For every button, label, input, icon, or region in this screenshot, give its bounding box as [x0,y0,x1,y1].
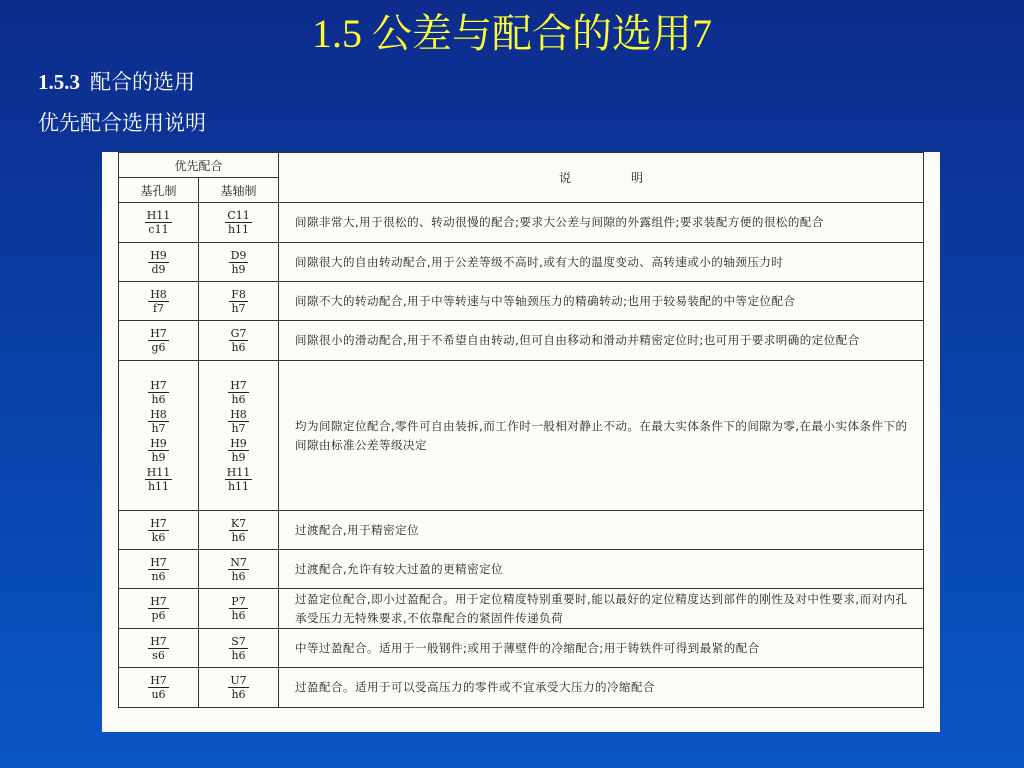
fit-fraction [148,249,169,276]
fit-description: 均为间隙定位配合,零件可自由装拆,而工作时一般相对静止不动。在最大实体条件下的间隙为零,在最小实体条件下的间隙由标准公差等级决定 [279,361,924,511]
fit-fraction [148,379,169,406]
fit-numerator: N7 [230,555,247,569]
shaft-basis-fit [199,668,279,708]
fit-denominator: h7 [151,421,166,435]
hole-basis-fit [119,629,199,668]
shaft-basis-fit [199,629,279,668]
shaft-basis-fit [199,589,279,629]
fit-numerator: H7 [150,674,167,687]
hole-basis-fit [119,282,199,321]
fit-numerator: H8 [150,407,167,421]
fit-denominator: p6 [151,609,166,622]
header-description: 说 明 [279,153,924,203]
fit-fraction [228,556,249,583]
fit-numerator: H7 [230,378,247,392]
shaft-basis-fit [199,243,279,282]
table-row [119,321,924,361]
hole-basis-fit [119,668,199,708]
hole-basis-fit [119,321,199,361]
hole-basis-fit [119,550,199,589]
fit-fraction [229,288,248,315]
shaft-basis-fit [199,282,279,321]
fit-denominator: d9 [151,262,166,276]
fit-denominator: h6 [231,392,246,406]
subheading: 优先配合选用说明 [38,111,206,135]
fit-fraction [148,556,169,583]
fit-denominator: h9 [231,450,246,464]
fit-fraction [148,517,169,544]
fit-fraction [228,379,249,406]
fit-fraction [229,635,248,662]
fit-numerator: C11 [227,209,250,222]
fit-numerator: H8 [150,287,167,301]
fit-description: 过盈定位配合,即小过盈配合。用于定位精度特别重要时,能以最好的定位精度达到部件的刚性及对中性要求,而对内孔承受压力无特殊要求,不依靠配合的紧固件传递负荷 [279,589,924,629]
hole-basis-fit [119,511,199,550]
fit-denominator: h6 [231,569,246,583]
fit-denominator: h7 [231,301,246,315]
fit-fraction [229,327,249,354]
fit-denominator: h11 [227,223,250,236]
fit-denominator: h9 [151,450,166,464]
fit-description: 间隙非常大,用于很松的、转动很慢的配合;要求大公差与间隙的外露组件;要求装配方便的很松的配合 [279,203,924,243]
fit-numerator: S7 [231,634,246,648]
fit-numerator: H7 [150,378,167,392]
fit-denominator: h7 [231,421,246,435]
hole-basis-fit [119,203,199,243]
fit-denominator: g6 [151,341,166,354]
fit-numerator: F8 [231,287,246,301]
fit-numerator: U7 [230,674,247,687]
fit-denominator: h6 [151,392,166,406]
fit-numerator: P7 [231,595,246,608]
fit-numerator: H9 [150,248,167,262]
shaft-basis-fit [199,321,279,361]
shaft-basis-fit [199,550,279,589]
fit-fraction [225,466,253,493]
fit-fraction [228,674,248,701]
fit-numerator: K7 [230,516,247,530]
fit-denominator: h9 [231,262,246,276]
fit-numerator: H11 [146,465,171,479]
page-title: 1.5 公差与配合的选用7 [312,11,712,56]
fit-numerator: H7 [150,555,167,569]
fit-denominator: s6 [152,648,165,662]
fit-denominator: k6 [151,530,166,544]
fit-description: 中等过盈配合。适用于一般钢件;或用于薄壁件的冷缩配合;用于铸铁件可得到最紧的配合 [279,629,924,668]
fit-fraction [148,674,169,701]
fit-numerator: H9 [150,436,167,450]
fit-fraction [145,209,173,236]
fit-fraction [148,595,169,622]
fit-description: 间隙很小的滑动配合,用于不希望自由转动,但可自由移动和滑动并精密定位时;也可用于要求明确的定位配合 [279,321,924,361]
fit-numerator: H9 [230,436,247,450]
fit-description: 过渡配合,允许有较大过盈的更精密定位 [279,550,924,589]
fit-denominator: h11 [147,479,170,493]
fit-description: 间隙很大的自由转动配合,用于公差等级不高时,或有大的温度变动、高转速或小的轴颈压力时 [279,243,924,282]
fit-fraction [229,595,247,622]
fit-denominator: h6 [231,530,246,544]
fit-denominator: h6 [231,648,246,662]
table-row [119,629,924,668]
fit-numerator: H7 [150,595,167,608]
fit-denominator: h11 [227,479,250,493]
table-row [119,550,924,589]
section-heading [38,68,195,96]
fit-numerator: H7 [150,516,167,530]
fit-fraction [228,408,249,435]
table-row [119,668,924,708]
fit-fraction [228,437,249,464]
fit-numerator: G7 [230,327,247,340]
table-row [119,243,924,282]
table-row [119,511,924,550]
fit-numerator: H8 [230,407,247,421]
fit-denominator: n6 [151,569,166,583]
header-preferred-fits: 优先配合 [119,153,279,178]
fit-description: 过盈配合。适用于可以受高压力的零件或不宜承受大压力的冷缩配合 [279,668,924,708]
fit-numerator: H11 [226,465,251,479]
fit-fraction [148,408,169,435]
fit-numerator: H11 [146,209,171,222]
hole-basis-fit [119,589,199,629]
fit-denominator: c11 [148,223,169,236]
table-image [102,152,940,732]
preferred-fits-table [118,152,924,708]
fit-fraction [148,288,169,315]
hole-basis-fit [119,243,199,282]
fit-fraction [229,517,248,544]
shaft-basis-fit [199,361,279,511]
table-row [119,589,924,629]
table-row [119,361,924,511]
fit-description: 过渡配合,用于精密定位 [279,511,924,550]
fit-fraction [229,249,249,276]
table-row [119,203,924,243]
fit-fraction [225,209,251,236]
fit-fraction [148,437,169,464]
fit-numerator: D9 [230,248,247,262]
section-number: 1.5.3 [38,70,80,94]
hole-basis-fit [119,361,199,511]
fit-denominator: f7 [152,301,165,315]
header-hole-basis: 基孔制 [119,178,199,203]
shaft-basis-fit [199,511,279,550]
shaft-basis-fit [199,203,279,243]
fit-denominator: h6 [231,341,246,354]
fit-numerator: H7 [150,327,167,340]
header-shaft-basis: 基轴制 [199,178,279,203]
fit-numerator: H7 [150,634,167,648]
fit-description: 间隙不大的转动配合,用于中等转速与中等轴颈压力的精确转动;也用于较易装配的中等定位配合 [279,282,924,321]
section-title: 配合的选用 [90,70,195,94]
table-body [119,203,924,708]
fit-fraction [148,635,169,662]
fit-denominator: u6 [151,688,166,701]
fit-fraction [148,327,169,354]
fit-fraction [145,466,173,493]
fit-denominator: h6 [231,609,246,622]
fit-denominator: h6 [231,688,246,701]
table-row [119,282,924,321]
